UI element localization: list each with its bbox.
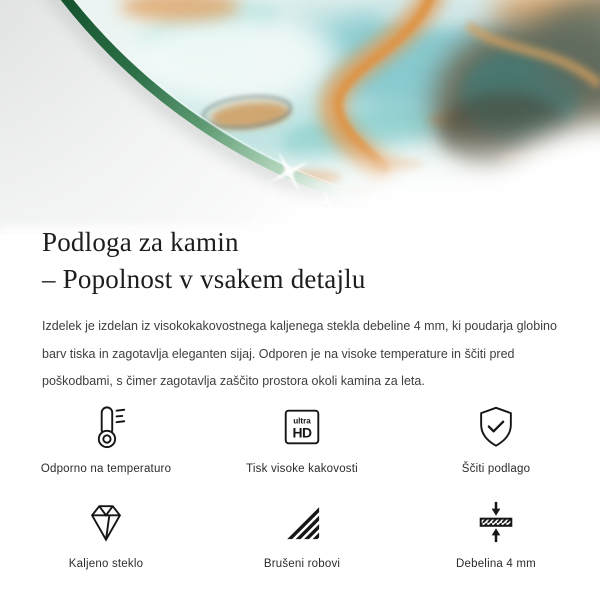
feature-item-polished-edges (212, 499, 392, 570)
feature-item-tempered-glass (0, 499, 212, 570)
feature-label: Tisk visoke kakovosti (246, 463, 358, 475)
shield-check-icon (473, 404, 519, 450)
feature-label: Odporno na temperaturo (40, 463, 172, 475)
diamond-icon (83, 499, 129, 545)
ultra-hd-icon-text-top: ultra (293, 416, 311, 426)
thermometer-icon (83, 404, 129, 450)
product-image (0, 0, 600, 234)
feature-label: Kaljeno steklo (68, 558, 144, 570)
feature-label: Ščiti podlago (461, 463, 531, 475)
feature-item-print-quality (212, 404, 392, 475)
ultra-hd-icon-text-bottom: HD (292, 424, 312, 441)
thickness-icon (473, 499, 519, 545)
feature-label: Debelina 4 mm (456, 558, 536, 570)
brushed-edges-icon (279, 499, 325, 545)
feature-label: Brušeni robovi (263, 558, 341, 570)
feature-grid (0, 404, 600, 570)
feature-item-temperature (0, 404, 212, 475)
page-title-line2: – Popolnost v vsakem detajlu (42, 264, 366, 294)
feature-item-protects (392, 404, 600, 475)
ultra-hd-icon (279, 404, 325, 450)
feature-item-thickness (392, 499, 600, 570)
page-title (42, 224, 366, 298)
product-description: Izdelek je izdelan iz visokokakovostnega kaljenega stekla debeline 4 mm, ki poudarja globino barv tiska in zagotavlja eleganten sijaj. Odporen je na visoke temperature in ščiti pred poškodbami, s čimer zagotavlja zaščito prostora okoli kamina za leta. (42, 319, 557, 388)
page-title-line1: Podloga za kamin (42, 227, 239, 257)
